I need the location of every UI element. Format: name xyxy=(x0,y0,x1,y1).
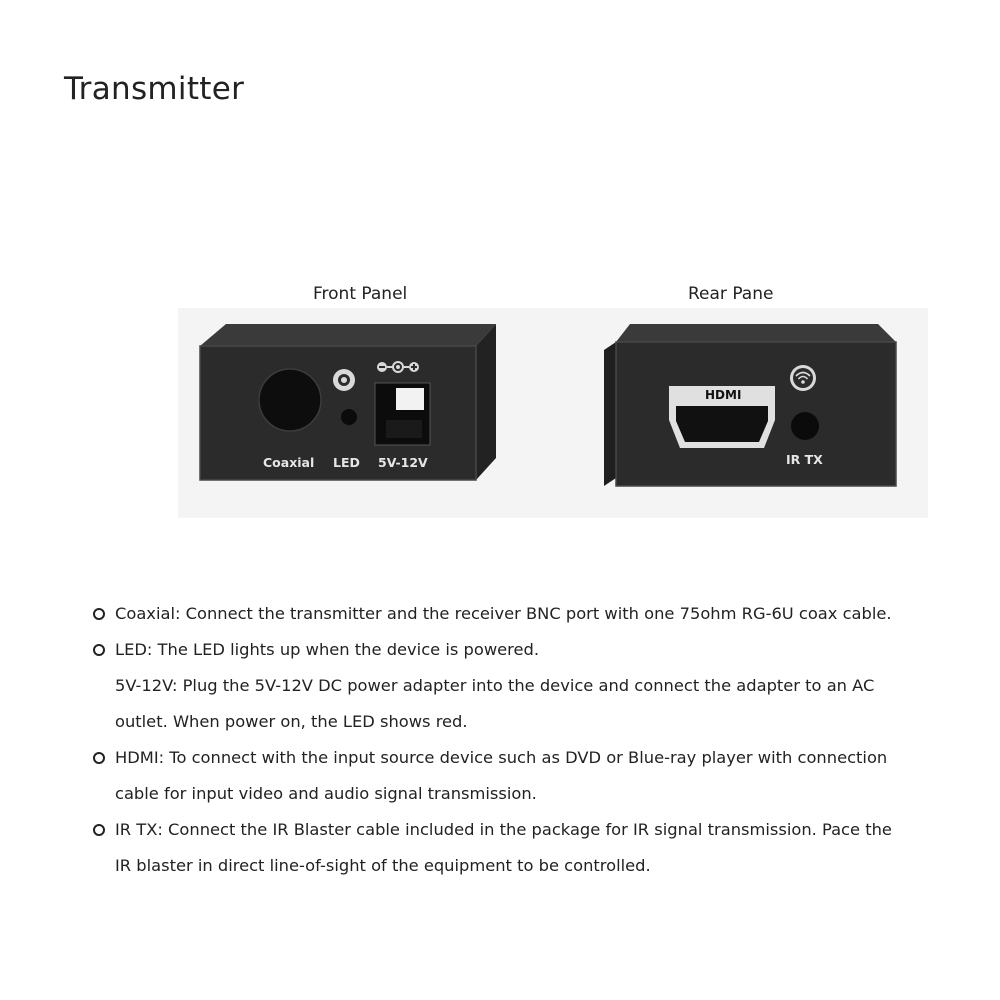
list-item-hdmi xyxy=(92,740,912,812)
led-hole-icon xyxy=(341,409,357,425)
list-item-text: LED: The LED lights up when the device is powered. xyxy=(115,640,540,659)
ir-tx-port-icon xyxy=(791,412,819,440)
bullet-ring-icon xyxy=(93,752,105,764)
bullet-ring-icon xyxy=(93,608,105,620)
bullet-ring-icon xyxy=(93,824,105,836)
coaxial-port-label: Coaxial xyxy=(263,455,315,470)
list-item-subtext: 5V-12V: Plug the 5V-12V DC power adapter into the device and connect the adapter to an AC outlet. When power on, the LED shows red. xyxy=(115,676,875,731)
list-item-coaxial xyxy=(92,596,912,632)
ir-tx-label: IR TX xyxy=(786,452,823,467)
power-port-label: 5V-12V xyxy=(378,455,428,470)
dc-power-port-icon xyxy=(375,383,430,445)
list-item-text: HDMI: To connect with the input source device such as DVD or Blue-ray player with connection cable for input video and audio signal transmission. xyxy=(115,748,888,803)
front-panel-caption: Front Panel xyxy=(313,284,408,304)
bullet-ring-icon xyxy=(93,644,105,656)
page-title: Transmitter xyxy=(64,70,245,107)
list-item-text: IR TX: Connect the IR Blaster cable included in the package for IR signal transmission. Pace the IR blaster in direct line-of-sight of the equipment to be controlled. xyxy=(115,820,892,875)
list-item-ir-tx xyxy=(92,812,912,884)
rear-panel-device xyxy=(604,324,896,486)
led-symbol-icon xyxy=(333,369,355,391)
list-item-led xyxy=(92,632,912,740)
front-panel-device xyxy=(200,324,496,480)
feature-list xyxy=(92,596,912,884)
hdmi-port-icon xyxy=(669,386,775,448)
device-photo xyxy=(178,308,928,518)
led-port-label: LED xyxy=(333,455,360,470)
rear-panel-caption: Rear Pane xyxy=(688,284,774,304)
ir-symbol-icon xyxy=(790,365,816,391)
hdmi-label: HDMI xyxy=(705,388,742,402)
list-item-text: Coaxial: Connect the transmitter and the receiver BNC port with one 75ohm RG-6U coax cable. xyxy=(115,604,892,623)
